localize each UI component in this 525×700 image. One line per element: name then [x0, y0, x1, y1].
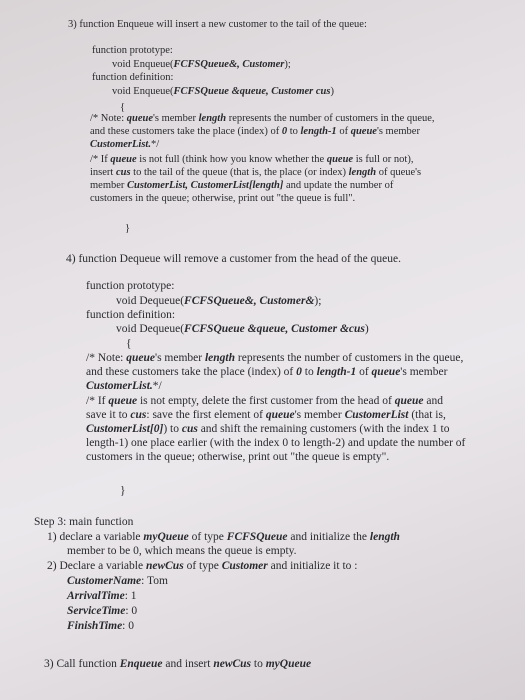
enqueue-condition-line: customers in the queue; otherwise, print out "the queue is full". [90, 193, 356, 204]
dequeue-condition-line: save it to cus: save the first element of queue's member CustomerList (that is, [86, 409, 446, 421]
step3-heading: Step 3: main function [34, 516, 134, 528]
enqueue-condition-line: insert cus to the tail of the queue (that is, the place (or index) length of queue's [90, 167, 422, 178]
dequeue-condition-line: length-1) one place earlier (with the index 0 to length-2) and update the number of [86, 437, 466, 449]
dequeue-heading: 4) function Dequeue will remove a customer from the head of the queue. [66, 253, 401, 265]
dequeue-prototype-code: void Dequeue(FCFSQueue&, Customer&); [116, 295, 322, 307]
dequeue-note-line: /* Note: queue's member length represents the number of customers in the queue, [86, 352, 464, 364]
dequeue-note-line: CustomerList.*/ [86, 380, 162, 392]
enqueue-note-line: CustomerList.*/ [90, 139, 160, 150]
dequeue-definition-code: void Dequeue(FCFSQueue &queue, Customer &cus) [116, 323, 369, 335]
dequeue-definition-label: function definition: [86, 309, 176, 321]
enqueue-note-line: and these customers take the place (index) of 0 to length-1 of queue's member [90, 126, 420, 137]
field-service-time: ServiceTime: 0 [67, 605, 138, 617]
enqueue-prototype-label: function prototype: [92, 45, 173, 56]
enqueue-condition-line: /* If queue is not full (think how you know whether the queue is full or not), [90, 154, 414, 165]
enqueue-definition-label: function definition: [92, 72, 174, 83]
field-arrival-time: ArrivalTime: 1 [67, 590, 137, 602]
step3-item-1: 1) declare a variable myQueue of type FCFSQueue and initialize the length [47, 531, 400, 543]
field-finish-time: FinishTime: 0 [67, 620, 134, 632]
step3-item-3: 3) Call function Enqueue and insert newCus to myQueue [44, 658, 312, 670]
dequeue-condition-line: CustomerList[0]) to cus and shift the remaining customers (with the index 1 to [86, 423, 450, 435]
dequeue-condition-line: /* If queue is not empty, delete the first customer from the head of queue and [86, 395, 443, 407]
dequeue-condition-line: customers in the queue; otherwise, print out "the queue is empty". [86, 451, 390, 463]
dequeue-prototype-label: function prototype: [86, 280, 175, 292]
step3-item-1-continued: member to be 0, which means the queue is empty. [67, 545, 297, 557]
enqueue-definition-code: void Enqueue(FCFSQueue &queue, Customer cus) [112, 86, 334, 97]
field-customer-name: CustomerName: Tom [67, 575, 168, 587]
enqueue-open-brace: { [120, 102, 126, 113]
enqueue-prototype-code: void Enqueue(FCFSQueue&, Customer); [112, 59, 291, 70]
enqueue-condition-line: member CustomerList, CustomerList[length] and update the number of [90, 180, 394, 191]
enqueue-close-brace: } [125, 223, 131, 234]
step3-item-2: 2) Declare a variable newCus of type Customer and initialize it to : [47, 560, 358, 572]
dequeue-note-line: and these customers take the place (index) of 0 to length-1 of queue's member [86, 366, 448, 378]
dequeue-close-brace: } [120, 485, 126, 497]
enqueue-note-line: /* Note: queue's member length represents the number of customers in the queue, [90, 113, 435, 124]
dequeue-open-brace: { [126, 338, 132, 350]
enqueue-heading: 3) function Enqueue will insert a new customer to the tail of the queue: [68, 19, 367, 30]
